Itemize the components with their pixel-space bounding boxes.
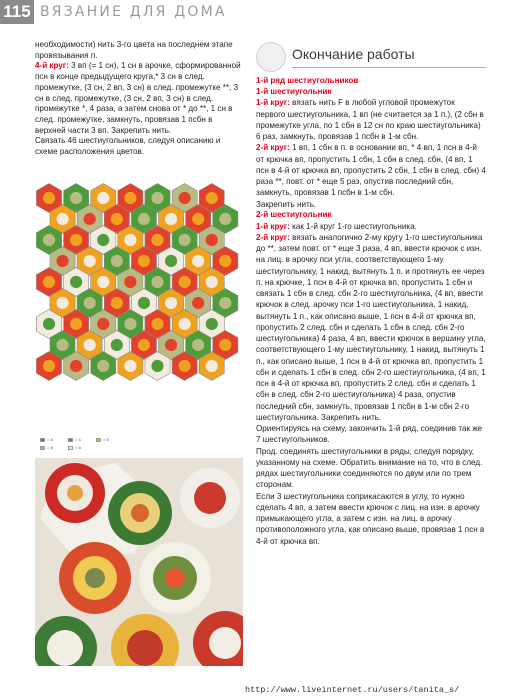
- hexagon-center: [138, 297, 150, 309]
- hexagon-center: [179, 276, 191, 288]
- hexagon-center: [84, 255, 96, 267]
- hexagon-center: [151, 234, 163, 246]
- hexagon-center: [84, 297, 96, 309]
- paragraph-h2-round-2: [256, 232, 486, 547]
- hexagon-center: [179, 192, 191, 204]
- hexagon-center: [165, 339, 177, 351]
- hexagon-center: [151, 192, 163, 204]
- hexagon-center: [206, 234, 218, 246]
- hexagon-center: [165, 297, 177, 309]
- legend-item: [40, 436, 68, 444]
- hexagon-center: [151, 276, 163, 288]
- h2-round-1-text: как 1-й круг 1-го шестиугольника.: [289, 221, 417, 231]
- hexagon-center: [124, 360, 136, 372]
- hexagon-center: [111, 255, 123, 267]
- h1-round-1-text: вязать нить F в любой угловой промежуток первого шестиугольника, 1 вп (не считается за 1 п.), (2 сбн в промежутке угла, по 1 сбн в 12 сн по краю шестиугольника) 6 раз, замкнуть, провязав 1 псбн в 1-м сбн.: [256, 98, 484, 142]
- legend-item: [68, 444, 96, 452]
- hexagon-center: [179, 234, 191, 246]
- hexagon-center: [219, 255, 231, 267]
- legend-label: = A: [47, 437, 53, 442]
- h2-round-2-text: вязать аналогично 2-му кругу 1-го шестиугольника до **, затем повт. от * еще 3 раза, 4 вп, ввести крючок с изн. на лиц. в арочку пси угла, соответствующего 1-му шестиугольнику, 1 накид, вытянуть 1 п. и протянуть ее через п. на крючке, 1 псн в 4-й от крючка вп, пропустить 1 сбн и связать 1 сбн в след. сбн 2-го шестиугольника, (4 вп, ввести крючок в след. арочку пси 1-го шестиугольника, 1 накид, вытянуть 1 п., как описано выше, 1 псн в 4-й от крючка вп, пропустить 2 след. сбн и сделать 1 сбн в след. сбн 2-го шестиугольника) 4 раза, 4 вп, ввести крючок в вершину угла, соответствующего 1-му шестиугольнику, 1 накид, вытянуть 1 п., как описано выше, 1 псн в 4-й от крючка вп, пропустить 1 сбн и сделать 1 сбн в след. сбн 2-го шестиугольника, (4 вп, 1 псн в 4-й от крючка вп, пропустить 2 след. сбн и сделать 1 сбн в след. сбн 2-го шестиугольника) 4 раза, опустив последний сбн, замкнуть, провязав 1 псбн в 1-м сбн 2-го шестиугольника. Закрепить нить. Ориентируясь на схему, закончить 1-й ряд, соединив так же 7 шестиугольников. Прод. соединять шестиугольники в ряды, следуя порядку, указанному на схеме. Обратить внимание на то, что в след. рядах шестиугольники соединяются по двум или по трем сторонам. Если 3 шестиугольника соприкасаются в углу, то нужно сделать 4 вп, а затем ввести крючок с лиц. на изн. в арочку примыкающего угла, а затем с изн. на лиц. в арочку противоположного угла, как описано выше, провязав 1 псн в 4-й от крючка вп.: [256, 232, 486, 546]
- section-underline: [292, 67, 486, 68]
- hexagon-center: [43, 276, 55, 288]
- hexagon-center: [206, 318, 218, 330]
- legend-swatch: [40, 446, 45, 450]
- hexagon-center: [124, 234, 136, 246]
- hexagon-center: [43, 318, 55, 330]
- legend-swatch: [68, 438, 73, 442]
- hexagon-center: [70, 318, 82, 330]
- hexagon-center: [43, 234, 55, 246]
- hexagon-center: [192, 297, 204, 309]
- hexagon-center: [43, 192, 55, 204]
- hexagon-center: [70, 360, 82, 372]
- subheading-row-1: 1-й ряд шестиугольников: [256, 76, 359, 85]
- round-4-label: 4-й круг:: [35, 61, 69, 71]
- hexagon-color-chart: [33, 182, 243, 432]
- legend-label: = C: [75, 437, 82, 442]
- hexagon-center: [97, 192, 109, 204]
- legend-item: [40, 444, 68, 452]
- h1-round-1-label: 1-й круг:: [256, 98, 290, 108]
- h1-round-2-text: 1 вп, 1 сбн в п. в основании вп, * 4 вп, 1 псн в 4-й от крючка вп, пропустить 1 сбн, 1 сбн в след. сбн, (4 вп, 1 псн в 4-й от крючка вп, пропустить 2 сбн, 1 сбн в след. сбн) 4 раза **, повт. от * еще 5 раз, опустив последний сбн, замкнуть, провязав 1 псбн в 1-м сбн. Закрепить нить.: [256, 143, 486, 209]
- paragraph-h2-round-1: [256, 221, 486, 232]
- needle-icon: [256, 42, 286, 72]
- hexagon-center: [179, 360, 191, 372]
- legend-swatch: [96, 438, 101, 442]
- subheading-hexagon-1: 1-й шестиугольник: [256, 86, 332, 96]
- legend-item: [96, 436, 124, 444]
- hexagon-center: [97, 234, 109, 246]
- hexagon-center: [151, 318, 163, 330]
- hexagon-center: [70, 276, 82, 288]
- hexagon-center: [97, 360, 109, 372]
- paragraph-round-4: [35, 61, 245, 136]
- legend-label: = D: [75, 445, 82, 450]
- hexagon-center: [192, 213, 204, 225]
- paragraph-assembly: Связать 46 шестиугольников, следуя описанию и схеме расположения цветов.: [35, 136, 221, 157]
- hexagon-center: [192, 339, 204, 351]
- hexagon-center: [179, 318, 191, 330]
- hexagon-center: [165, 213, 177, 225]
- legend-item: [68, 436, 96, 444]
- h2-round-2-label: 2-й круг:: [256, 232, 290, 242]
- round-4-text: 3 вп (= 1 сн), 1 сн в арочке, сформированной псн в конце предыдущего круга,* 3 сн в след. промежутке, (3 сн, 2 вп, 3 сн) в след. промежутке **, 3 сн в след. промежутке, (3 сн, 2 вп, 3 сн) в след. промежутке *, 4 раза, а затем снова от * до **, 1 сн в след. промежутке, замкнуть, провязав 1 псбн в верхней части 3 вп. Закрепить нить.: [35, 61, 241, 135]
- hexagon-center: [97, 318, 109, 330]
- hexagon-center: [111, 213, 123, 225]
- legend-swatch: [40, 438, 45, 442]
- hexagon-center: [124, 192, 136, 204]
- hexagon-center: [56, 255, 68, 267]
- hexagon-center: [70, 234, 82, 246]
- hexagon-center: [206, 276, 218, 288]
- hexagon-center: [124, 318, 136, 330]
- left-text-column: [35, 40, 245, 158]
- hexagon-center: [84, 339, 96, 351]
- legend-label: = E: [103, 437, 110, 442]
- hexagon-center: [192, 255, 204, 267]
- hexagon-center: [97, 276, 109, 288]
- section-header: [256, 40, 486, 76]
- hexagon-center: [219, 339, 231, 351]
- hexagon-center: [56, 297, 68, 309]
- hexagon-center: [165, 255, 177, 267]
- hexagon-center: [70, 192, 82, 204]
- hexagon-center: [84, 213, 96, 225]
- paragraph-intro: необходимости) нить 3-го цвета на последнем этапе провязывания п.: [35, 40, 233, 60]
- hexagon-center: [111, 297, 123, 309]
- magazine-title: ВЯЗАНИЕ ДЛЯ ДОМА: [40, 4, 227, 20]
- paragraph-h1-round-1: [256, 97, 486, 142]
- h1-round-2-label: 2-й круг:: [256, 143, 290, 153]
- crochet-blanket-photo: [35, 458, 243, 666]
- hexagon-center: [219, 213, 231, 225]
- section-title: Окончание работы: [292, 46, 415, 62]
- hexagon-center: [111, 339, 123, 351]
- hexagon-center: [124, 276, 136, 288]
- right-text-column: [256, 40, 486, 547]
- paragraph-h1-round-2: [256, 142, 486, 210]
- hexagon-center: [206, 192, 218, 204]
- hexagon-center: [138, 255, 150, 267]
- h2-round-1-label: 1-й круг:: [256, 221, 290, 231]
- legend-swatch: [68, 446, 73, 450]
- hexagon-center: [138, 339, 150, 351]
- page-number: 115: [0, 0, 34, 24]
- hexagon-center: [43, 360, 55, 372]
- footer-url[interactable]: http://www.liveinternet.ru/users/tanita_s/: [245, 685, 460, 695]
- hexagon-center: [138, 213, 150, 225]
- hexagon-center: [219, 297, 231, 309]
- subheading-hexagon-2: 2-й шестиугольник: [256, 209, 332, 219]
- hexagon-center: [151, 360, 163, 372]
- legend-label: = B: [47, 445, 54, 450]
- hexagon-center: [56, 213, 68, 225]
- hexagon-center: [206, 360, 218, 372]
- hexagon-center: [56, 339, 68, 351]
- color-legend: [40, 436, 130, 452]
